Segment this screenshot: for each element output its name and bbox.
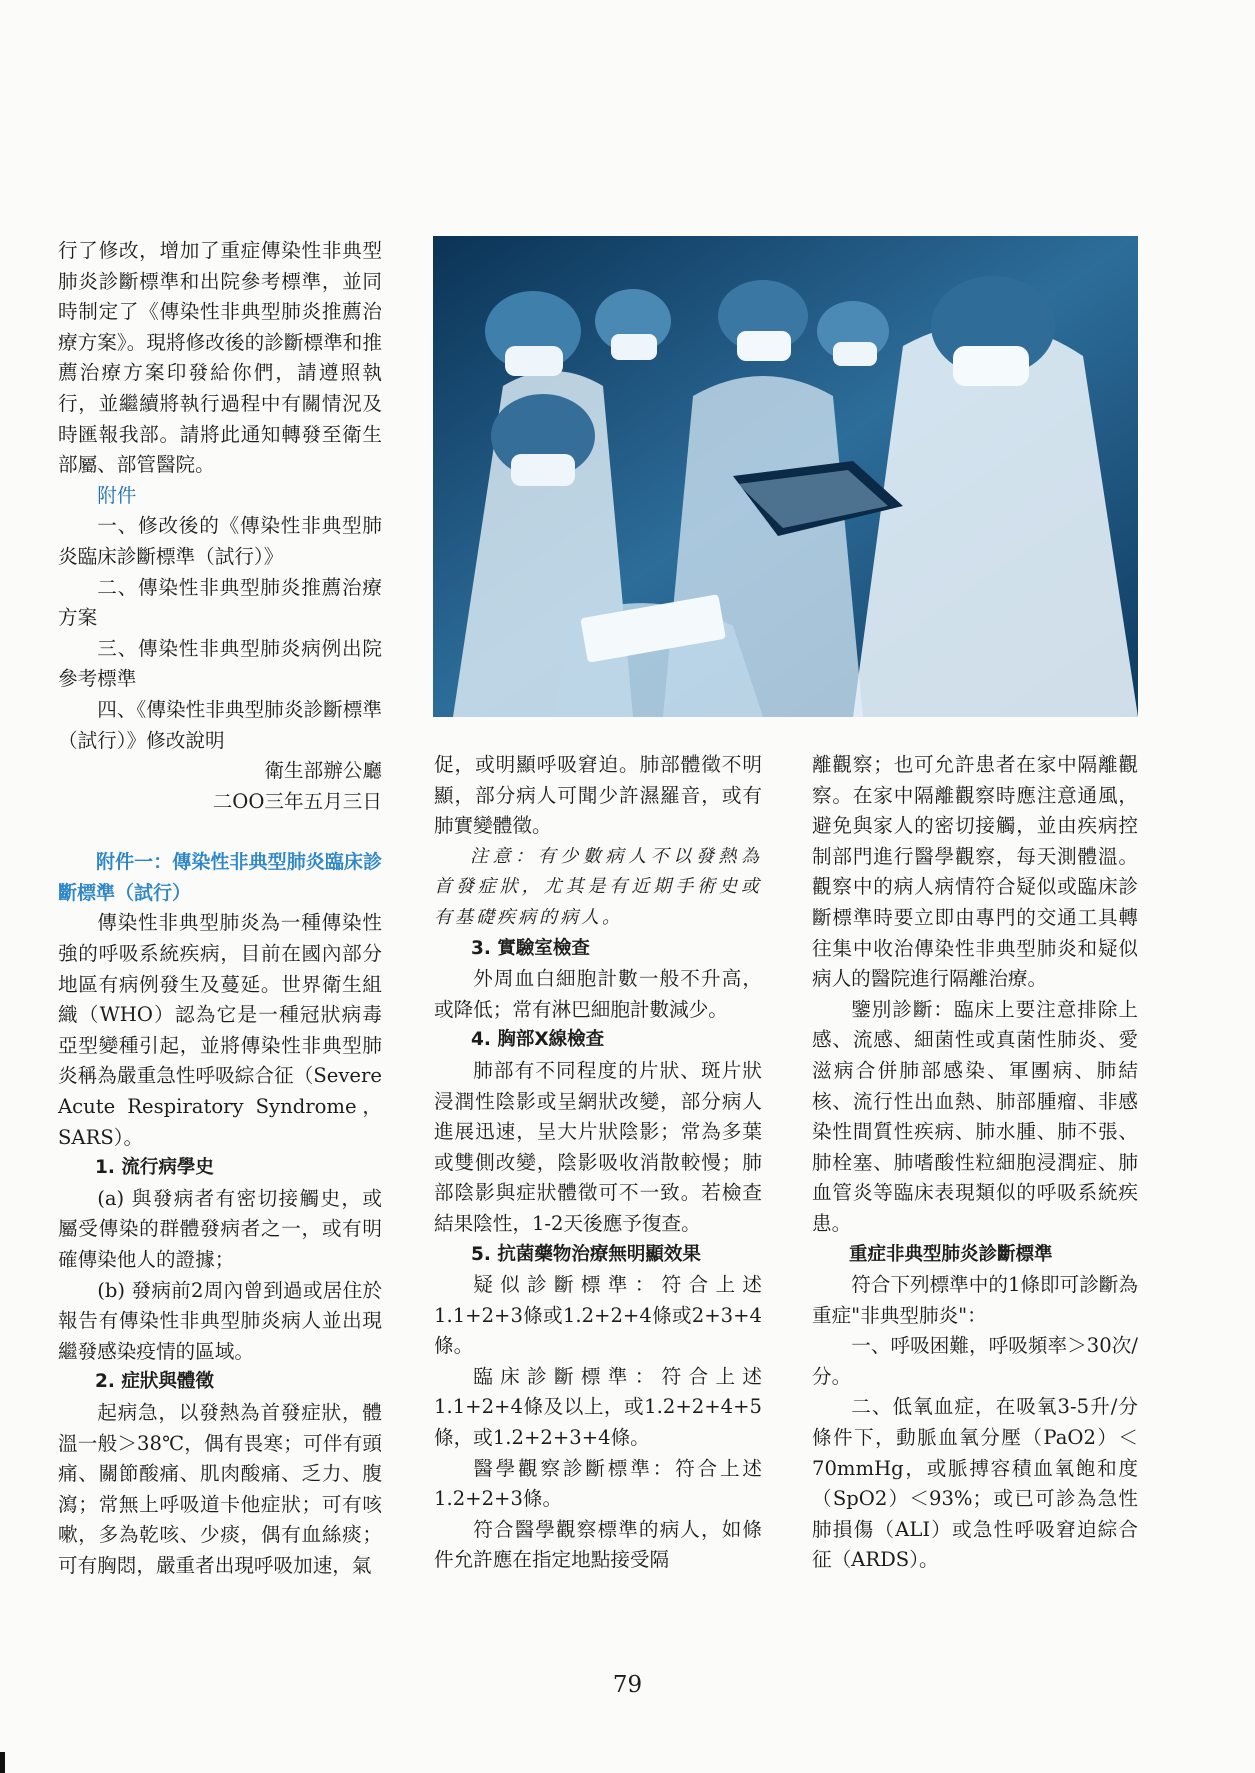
col1-paragraph: 四、《傳染性非典型肺炎診斷標準（試行）》修改說明 (58, 697, 382, 752)
col1-paragraph: (a) 與發病者有密切接觸史，或屬受傳染的群體發病者之一，或有明確傳染他人的證據； (58, 1186, 382, 1271)
col1-paragraph: 三、傳染性非典型肺炎病例出院參考標準 (58, 636, 382, 691)
photo-medical-staff (433, 236, 1138, 717)
col2-paragraph: 臨床診斷標準：符合上述1.1+2+4條及以上，或1.2+2+4+5條，或1.2+2+3+4條。 (434, 1364, 762, 1450)
col3-paragraph: 鑒別診斷：臨床上要注意排除上感、流感、細菌性或真菌性肺炎、愛滋病合併肺部感染、軍團病、肺結核、流行性出血熱、肺部腫瘤、非感染性間質性疾病、肺水腫、肺不張、肺栓塞、肺嗜酸性粒細胞浸潤症、肺血管炎等臨床表現類似的呼吸系統疾患。 (812, 997, 1138, 1235)
scan-edge-mark (0, 1752, 5, 1773)
col1-paragraph: 二OO三年五月三日 (212, 789, 382, 813)
col1-paragraph: 傳染性非典型肺炎為一種傳染性強的呼吸系統疾病，目前在國內部分地區有病例發生及蔓延。世界衛生組織（WHO）認為它是一種冠狀病毒亞型變種引起，並將傳染性非典型肺炎稱為嚴重急性呼吸綜合征（Severe Acute Respiratory Syndrome，SARS）。 (58, 911, 382, 1149)
col1-paragraph: (b) 發病前2周內曾到過或居住於報告有傳染性非典型肺炎病人並出現繼發感染疫情的區域。 (58, 1278, 382, 1363)
col2-paragraph: 注意：有少數病人不以發熱為首發症狀，尤其是有近期手術史或有基礎疾病的病人。 (434, 845, 762, 928)
col2-paragraph: 肺部有不同程度的片狀、斑片狀浸潤性陰影或呈網狀改變，部分病人進展迅速，呈大片狀陰影；常為多葉或雙側改變，陰影吸收消散較慢；肺部陰影與症狀體徵可不一致。若檢查結果陰性，1-2天後應予復查。 (434, 1058, 762, 1235)
col1-paragraph (58, 817, 382, 847)
column-middle (434, 750, 762, 1576)
col2-paragraph: 疑似診斷標準：符合上述1.1+2+3條或1.2+2+4條或2+3+4條。 (434, 1273, 762, 1358)
col1-paragraph: 附件 (97, 483, 137, 507)
photo-illustration (433, 236, 1138, 717)
col3-paragraph: 符合下列標準中的1條即可診斷為重症"非典型肺炎"： (812, 1273, 1138, 1327)
col1-paragraph: 起病急，以發熱為首發症狀，體溫一般＞38℃，偶有畏寒；可伴有頭痛、關節酸痛、肌肉酸痛、乏力、腹瀉；常無上呼吸道卡他症狀；可有咳嗽，多為乾咳、少痰，偶有血絲痰；可有胸悶，嚴重者出現呼吸加速，氣 (58, 1400, 382, 1577)
col2-paragraph: 4. 胸部X線檢查 (471, 1029, 605, 1051)
col1-paragraph: 1. 流行病學史 (95, 1157, 214, 1179)
col1-paragraph: 附件一：傳染性非典型肺炎臨床診斷標準（試行） (58, 851, 382, 904)
column-right (812, 750, 1138, 1576)
col2-paragraph: 5. 抗菌藥物治療無明顯效果 (471, 1243, 701, 1265)
col1-paragraph: 2. 症狀與體徵 (95, 1371, 214, 1393)
col3-paragraph: 重症非典型肺炎診斷標準 (849, 1243, 1053, 1265)
col1-paragraph: 二、傳染性非典型肺炎推薦治療方案 (58, 575, 382, 630)
col3-paragraph: 離觀察；也可允許患者在家中隔離觀察。在家中隔離觀察時應注意通風，避免與家人的密切接觸，並由疾病控制部門進行醫學觀察，每天測體溫。觀察中的病人病情符合疑似或臨床診斷標準時要立即由專門的交通工具轉往集中收治傳染性非典型肺炎和疑似病人的醫院進行隔離治療。 (812, 753, 1138, 991)
col2-paragraph: 符合醫學觀察標準的病人，如條件允許應在指定地點接受隔 (434, 1517, 762, 1572)
col1-paragraph: 一、修改後的《傳染性非典型肺炎臨床診斷標準（試行）》 (58, 514, 382, 568)
col1-paragraph: 行了修改，增加了重症傳染性非典型肺炎診斷標準和出院參考標準，並同時制定了《傳染性非典型肺炎推薦治療方案》。現將修改後的診斷標準和推薦治療方案印發給你們，請遵照執行，並繼續將執行過程中有關情況及時匯報我部。請將此通知轉發至衛生部屬、部管醫院。 (58, 239, 382, 477)
col3-paragraph: 二、低氧血症，在吸氧3-5升/分條件下，動脈血氧分壓（PaO2）＜70mmHg，或脈搏容積血氧飽和度（SpO2）＜93%；或已可診為急性肺損傷（ALI）或急性呼吸窘迫綜合征（ARDS）。 (812, 1395, 1138, 1572)
page-number: 79 (612, 1672, 643, 1698)
col3-paragraph: 一、呼吸困難，呼吸頻率＞30次/分。 (812, 1334, 1138, 1388)
col1-paragraph: 衛生部辦公廳 (264, 759, 382, 783)
col2-paragraph: 促，或明顯呼吸窘迫。肺部體徵不明顯，部分病人可聞少許濕羅音，或有肺實變體徵。 (434, 753, 762, 838)
col2-paragraph: 3. 實驗室檢查 (471, 937, 590, 959)
col2-paragraph: 醫學觀察診斷標準：符合上述1.2+2+3條。 (434, 1456, 762, 1511)
column-left (58, 236, 382, 1582)
col2-paragraph: 外周血白細胞計數一般不升高，或降低；常有淋巴細胞計數減少。 (434, 967, 762, 1021)
